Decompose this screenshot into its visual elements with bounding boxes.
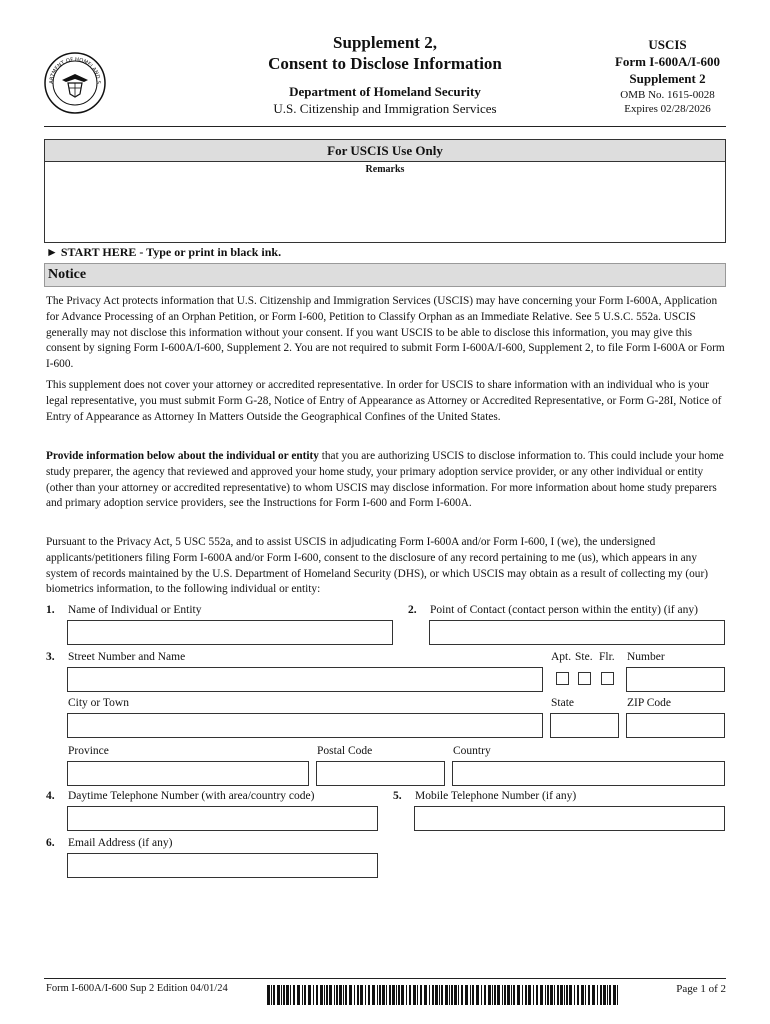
start-here: ► START HERE - Type or print in black ink. — [46, 245, 282, 259]
point-of-contact-field[interactable] — [429, 620, 725, 645]
form-number: Form I-600A/I-600 — [614, 54, 721, 69]
ste-label: Ste. — [575, 651, 593, 663]
q6-label: Email Address (if any) — [68, 837, 173, 849]
header-divider — [44, 126, 726, 127]
flr-checkbox[interactable] — [601, 672, 614, 685]
q4-number: 4. — [46, 790, 55, 802]
title-line1: Supplement 2, — [333, 33, 437, 52]
state-label: State — [551, 697, 574, 709]
mobile-phone-field[interactable] — [414, 806, 725, 831]
postal-code-field[interactable] — [316, 761, 445, 786]
postal-label: Postal Code — [317, 745, 373, 757]
q6-number: 6. — [46, 837, 55, 849]
email-field[interactable] — [67, 853, 378, 878]
edition-label: Form I-600A/I-600 Sup 2 Edition 04/01/24 — [46, 983, 228, 994]
name-of-entity-field[interactable] — [67, 620, 393, 645]
notice-heading: Notice — [44, 263, 726, 287]
zip-label: ZIP Code — [627, 697, 671, 709]
expiration-date: Expires 02/28/2026 — [624, 103, 711, 115]
remarks-label: Remarks — [365, 164, 405, 175]
ste-checkbox[interactable] — [578, 672, 591, 685]
province-field[interactable] — [67, 761, 309, 786]
apt-number-field[interactable] — [626, 667, 725, 692]
supplement-label: Supplement 2 — [629, 71, 706, 86]
q3-number: 3. — [46, 651, 55, 663]
number-label: Number — [627, 651, 665, 663]
notice-paragraph-3 — [46, 449, 726, 512]
province-label: Province — [68, 745, 109, 757]
notice-paragraph-2: This supplement does not cover your attorney or accredited representative. In order for USCIS to share information with an individual who is your legal representative, you must submit Form G-28, Notice of Entry of Appearance as Attorney or Accredited Representative, or Form G-28I, Notice of Entry of Appearance as Attorney In Matters Outside the Geographical Confines of the United States. — [46, 379, 722, 423]
q5-label: Mobile Telephone Number (if any) — [415, 790, 577, 802]
uscis-use-box — [44, 139, 726, 243]
apt-checkbox[interactable] — [556, 672, 569, 685]
zip-field[interactable] — [626, 713, 725, 738]
q1-number: 1. — [46, 604, 55, 616]
p3-rest: that you are authorizing USCIS to disclose information to. This could include your home study preparer, the agency that reviewed and approved your home study, your primary adoption service provider, or any other individual or entity (other than your attorney or accredited representative) to whom USCIS may disclose information. For more information about home study preparers and primary adoption service providers, see the Instructions for Form I-600 and Form I-600A. — [46, 450, 724, 510]
q1-label: Name of Individual or Entity — [68, 604, 202, 616]
flr-label: Flr. — [599, 651, 615, 663]
footer-divider — [44, 978, 726, 979]
notice-paragraph-1: The Privacy Act protects information that U.S. Citizenship and Immigration Services (USCIS) may have concerning your Form I-600A, Application for Advance Processing of an Orphan Petition, or Form I-600, Petition to Classify Orphan as an Immediate Relative. See 5 U.S.C. 552a. USCIS generally may not disclose this information without your consent. If you want USCIS to be able to disclose this information, you may give this consent by signing Form I-600A/I-600, Supplement 2. You are not required to submit Form I-600A/I-600, Supplement 2, to file Form I-600A or Form I-600. — [46, 295, 725, 371]
uscis-use-title: For USCIS Use Only — [45, 140, 725, 162]
title-line2: Consent to Disclose Information — [268, 54, 502, 73]
apt-label: Apt. — [551, 651, 572, 663]
q4-label: Daytime Telephone Number (with area/country code) — [68, 790, 315, 802]
omb-number: OMB No. 1615-0028 — [620, 89, 715, 101]
city-label: City or Town — [68, 697, 129, 709]
state-select[interactable] — [550, 713, 619, 738]
p3-bold: Provide information below about the individual or entity — [46, 450, 319, 462]
svg-text:U.S. DEPARTMENT OF HOMELAND SE: ARTMENT OF HOMELAND S — [48, 56, 102, 84]
daytime-phone-field[interactable] — [67, 806, 378, 831]
q2-number: 2. — [408, 604, 417, 616]
agency-name: U.S. Citizenship and Immigration Services — [273, 101, 497, 116]
country-field[interactable] — [452, 761, 725, 786]
country-label: Country — [453, 745, 491, 757]
city-field[interactable] — [67, 713, 543, 738]
street-label: Street Number and Name — [68, 651, 186, 663]
q5-number: 5. — [393, 790, 402, 802]
street-field[interactable] — [67, 667, 543, 692]
department-name: Department of Homeland Security — [289, 84, 481, 99]
notice-paragraph-4: Pursuant to the Privacy Act, 5 USC 552a, and to assist USCIS in adjudicating Form I-600A and/or Form I-600, I (we), the undersigned applicants/petitioners filing Form I-600A and/or Form I-600, consent to the disclosure of any record pertaining to me (us), which appears in any system of records maintained by the U.S. Department of Homeland Security (DHS), or which USCIS may obtain as a result of collecting my (our) biometrics information, to the following individual or entity: — [46, 536, 708, 596]
q2-label: Point of Contact (contact person within the entity) (if any) — [430, 604, 698, 616]
barcode — [267, 985, 621, 1005]
dhs-seal — [44, 52, 106, 114]
page-number: Page 1 of 2 — [676, 983, 726, 995]
right-agency: USCIS — [648, 37, 687, 52]
